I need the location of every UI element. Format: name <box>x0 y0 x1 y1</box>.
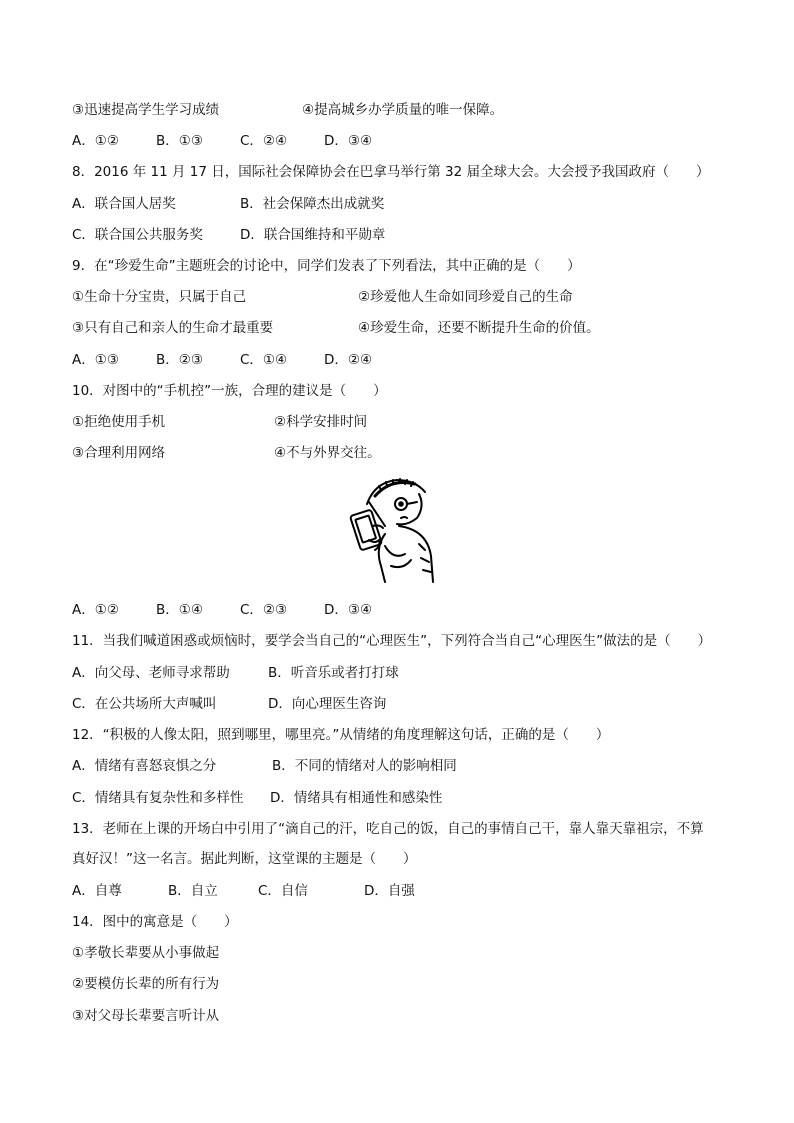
q7-option-d[interactable]: D．③④ <box>324 133 373 149</box>
q12-option-c[interactable]: C．情绪具有复杂性和多样性 <box>72 790 244 806</box>
q8-options-row2 <box>72 225 386 245</box>
q8-stem: 8．2016 年 11 月 17 日，国际社会保障协会在巴拿马举行第 32 届全球大会。大会授予我国政府（ ） <box>72 164 710 180</box>
q10-item-2: ②科学安排时间 <box>274 414 368 430</box>
q7-option-a[interactable]: A．①② <box>72 133 119 149</box>
q9-option-c[interactable]: C．①④ <box>240 352 288 368</box>
q8-option-c[interactable]: C．联合国公共服务奖 <box>72 227 203 243</box>
q10-option-a[interactable]: A．①② <box>72 602 119 618</box>
q10-items-row1 <box>72 412 368 432</box>
q11-option-a[interactable]: A．向父母、老师寻求帮助 <box>72 665 230 681</box>
q12-option-a[interactable]: A．情绪有喜怒哀惧之分 <box>72 758 217 774</box>
q13-option-d[interactable]: D．自强 <box>364 883 415 899</box>
q10-option-c[interactable]: C．②③ <box>240 602 288 618</box>
q7-option-c[interactable]: C．②④ <box>240 133 288 149</box>
q10-stem: 10．对图中的“手机控”一族，合理的建议是（ ） <box>72 383 387 399</box>
q8-option-d[interactable]: D．联合国维持和平勋章 <box>240 227 386 243</box>
q13-stem-line1: 13．老师在上课的开场白中引用了“滴自己的汗，吃自己的饭，自己的事情自己干，靠人靠天靠祖宗，不算 <box>72 821 704 837</box>
q10-items-row2 <box>72 443 381 463</box>
q9-option-a[interactable]: A．①③ <box>72 352 119 368</box>
q10-item-3: ③合理利用网络 <box>72 445 166 461</box>
q9-item-2: ②珍爱他人生命如同珍爱自己的生命 <box>358 289 573 305</box>
q14-item-3: ③对父母长辈要言听计从 <box>72 1008 220 1024</box>
q9-option-b[interactable]: B．②③ <box>156 352 203 368</box>
q7-item-4: ④提高城乡办学质量的唯一保障。 <box>302 102 504 118</box>
q14-stem: 14．图中的寓意是（ ） <box>72 914 238 930</box>
q9-option-d[interactable]: D．②④ <box>324 352 373 368</box>
q11-option-d[interactable]: D．向心理医生咨询 <box>268 696 387 712</box>
q9-item-3: ③只有自己和亲人的生命才最重要 <box>72 320 274 336</box>
q8-options-row1 <box>72 194 385 214</box>
q12-option-b[interactable]: B．不同的情绪对人的影响相同 <box>272 758 457 774</box>
q12-stem: 12．“积极的人像太阳，照到哪里，哪里亮。”从情绪的角度理解这句话，正确的是（ ） <box>72 727 610 743</box>
q13-stem-line2: 真好汉！”这一名言。据此判断，这堂课的主题是（ ） <box>72 851 417 867</box>
q9-items-row2 <box>72 318 600 338</box>
q11-stem: 11．当我们喊道困惑或烦恼时，要学会当自己的“心理医生”，下列符合当自己“心理医生”做法的是（ ） <box>72 633 712 649</box>
q11-options-row1 <box>72 663 399 683</box>
q7-items-row2 <box>72 100 504 120</box>
q10-options <box>72 600 372 620</box>
q13-option-a[interactable]: A．自尊 <box>72 883 122 899</box>
q12-options-row2 <box>72 788 443 808</box>
q13-option-c[interactable]: C．自信 <box>258 883 308 899</box>
q8-option-b[interactable]: B．社会保障杰出成就奖 <box>240 196 385 212</box>
q11-option-b[interactable]: B．听音乐或者打打球 <box>268 665 399 681</box>
q7-option-b[interactable]: B．①③ <box>156 133 203 149</box>
phone-addict-illustration <box>345 474 445 586</box>
q12-option-d[interactable]: D．情绪具有相通性和感染性 <box>270 790 443 806</box>
q10-item-4: ④不与外界交往。 <box>274 445 381 461</box>
q9-items-row1 <box>72 287 573 307</box>
q8-option-a[interactable]: A．联合国人居奖 <box>72 196 176 212</box>
q12-options-row1 <box>72 756 457 776</box>
q14-item-1: ①孝敬长辈要从小事做起 <box>72 945 220 961</box>
q7-item-3: ③迅速提高学生学习成绩 <box>72 102 220 118</box>
q11-option-c[interactable]: C．在公共场所大声喊叫 <box>72 696 217 712</box>
q10-option-d[interactable]: D．③④ <box>324 602 373 618</box>
q9-options <box>72 350 372 370</box>
q9-item-1: ①生命十分宝贵，只属于自己 <box>72 289 247 305</box>
q13-option-b[interactable]: B．自立 <box>168 883 218 899</box>
q10-option-b[interactable]: B．①④ <box>156 602 203 618</box>
q9-stem: 9．在“珍爱生命”主题班会的讨论中，同学们发表了下列看法，其中正确的是（ ） <box>72 258 581 274</box>
q10-item-1: ①拒绝使用手机 <box>72 414 166 430</box>
q7-options <box>72 131 372 151</box>
q13-options <box>72 881 415 901</box>
q9-item-4: ④珍爱生命，还要不断提升生命的价值。 <box>358 320 600 336</box>
q14-item-2: ②要模仿长辈的所有行为 <box>72 976 220 992</box>
q11-options-row2 <box>72 694 387 714</box>
